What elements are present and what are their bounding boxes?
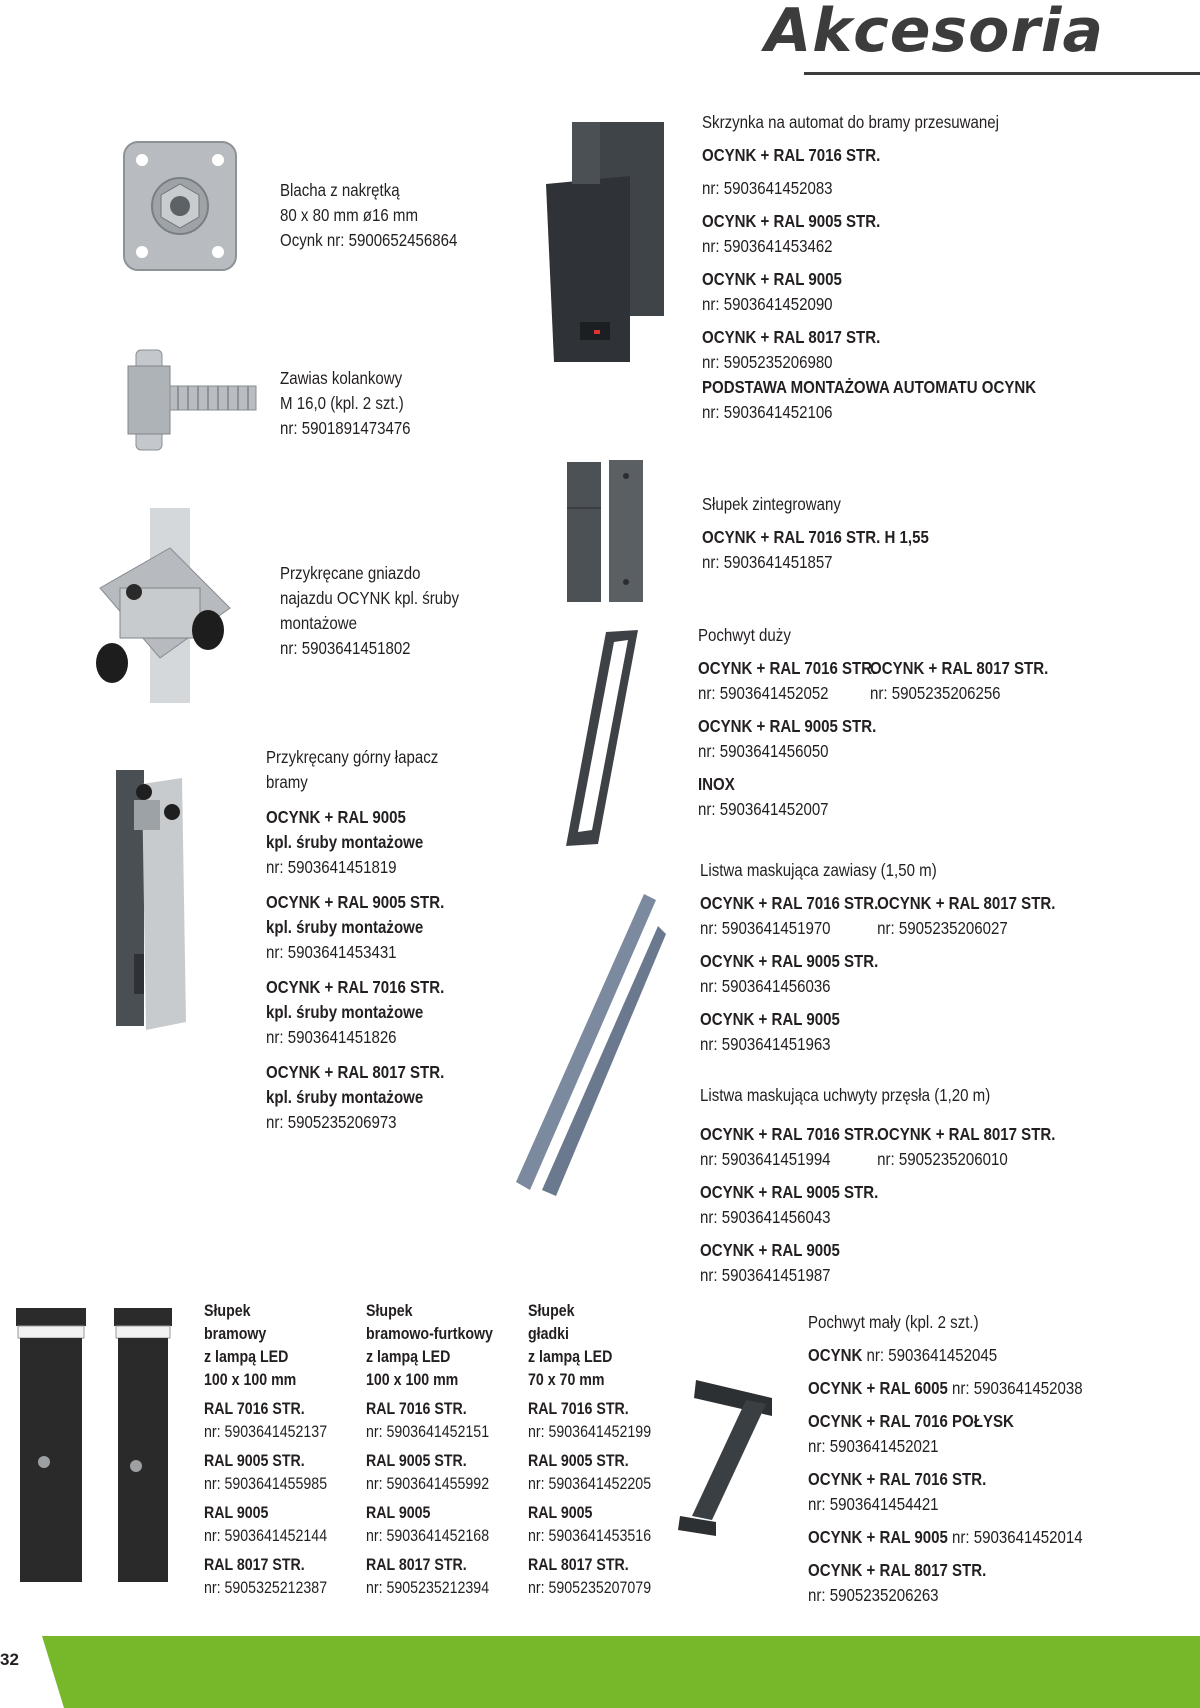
- knee-hinge-image: [118, 346, 268, 456]
- plate-with-nut-image: [120, 138, 240, 276]
- gate-wicket-post-led-info: Słupek bramowo-furtkowy z lampą LED 100 x 100 mm RAL 7016 STR. nr: 5903641452151 RAL 9005 STR. nr: 5903641455992 RAL 9005 nr: 5903641452168 RAL 8017 STR. nr: 5905235212394: [366, 1302, 493, 1597]
- top-catcher-info: Przykręcany górny łapacz bramy OCYNK + RAL 9005 kpl. śruby montażowe nr: 5903641451819 OCYNK + RAL 9005 STR. kpl. śruby montażowe nr: 5903641453431 OCYNK + RAL 7016 STR. kpl. śruby montażowe nr: 5903641451826 OCYNK + RAL 8017 STR. kpl. śruby montażowe nr: 5905235206973: [266, 747, 445, 1132]
- page-number: 32: [0, 1650, 19, 1669]
- footer-green-bar: [42, 1636, 1200, 1708]
- integrated-post-image: [565, 460, 645, 605]
- bolted-socket-info: Przykręcane gniazdo najazdu OCYNK kpl. śruby montażowe nr: 5903641451802: [280, 563, 460, 658]
- page-title: Akcesoria: [764, 0, 1104, 66]
- small-handle-info: Pochwyt mały (kpl. 2 szt.) OCYNK nr: 5903641452045 OCYNK + RAL 6005 nr: 5903641452038 OCYNK + RAL 7016 POŁYSK nr: 5903641452021 OCYNK + RAL 7016 STR. nr: 5903641454421 OCYNK + RAL 9005 nr: 5903641452014 OCYNK + RAL 8017 STR. nr: 5905235206263: [808, 1312, 1083, 1605]
- large-handle-image: [562, 628, 642, 848]
- automat-box-info: Skrzynka na automat do bramy przesuwanej OCYNK + RAL 7016 STR. nr: 5903641452083 OCYNK + RAL 9005 STR. nr: 5903641453462 OCYNK + RAL 9005 nr: 5903641452090 OCYNK + RAL 8017 STR. nr: 5905235206980 PODSTAWA MONTAŻOWA AUTOMATU OCYNK nr: 5903641452106: [702, 112, 1037, 422]
- automat-box-image: [540, 118, 670, 368]
- panel-masking-strip-info: Listwa maskująca uchwyty przęsła (1,20 m) OCYNK + RAL 7016 STR. nr: 5903641451994 OCYNK + RAL 8017 STR. nr: 5905235206010 OCYNK + RAL 9005 STR. nr: 5903641456043 OCYNK + RAL 9005 nr: 5903641451987: [700, 1085, 1056, 1285]
- plate-with-nut-info: Blacha z nakrętką 80 x 80 mm ø16 mm Ocynk nr: 5900652456864: [280, 180, 458, 250]
- hinge-masking-strip-info: Listwa maskująca zawiasy (1,50 m) OCYNK + RAL 7016 STR. nr: 5903641451970 OCYNK + RAL 8017 STR. nr: 5905235206027 OCYNK + RAL 9005 STR. nr: 5903641456036 OCYNK + RAL 9005 nr: 5903641451963: [700, 860, 1056, 1054]
- title-underline: [804, 72, 1200, 75]
- small-handle-image: [676, 1370, 786, 1540]
- masking-strips-image: [508, 890, 668, 1200]
- large-handle-info: Pochwyt duży OCYNK + RAL 7016 STR. nr: 5903641452052 OCYNK + RAL 8017 STR. nr: 5905235206256 OCYNK + RAL 9005 STR. nr: 5903641456050 INOX nr: 5903641452007: [698, 625, 1049, 819]
- smooth-post-led-info: Słupek gładki z lampą LED 70 x 70 mm RAL 7016 STR. nr: 5903641452199 RAL 9005 STR. nr: 5903641452205 RAL 9005 nr: 5903641453516 RAL 8017 STR. nr: 5905235207079: [528, 1302, 652, 1597]
- integrated-post-info: Słupek zintegrowany OCYNK + RAL 7016 STR. H 1,55 nr: 5903641451857: [702, 494, 929, 572]
- bolted-socket-image: [90, 508, 240, 703]
- knee-hinge-info: Zawias kolankowy M 16,0 (kpl. 2 szt.) nr: 5901891473476: [280, 368, 411, 438]
- led-posts-image: [16, 1302, 176, 1584]
- gate-post-led-info: Słupek bramowy z lampą LED 100 x 100 mm RAL 7016 STR. nr: 5903641452137 RAL 9005 STR. nr: 5903641455985 RAL 9005 nr: 5903641452144 RAL 8017 STR. nr: 5905325212387: [204, 1302, 328, 1597]
- top-catcher-image: [112, 764, 192, 1030]
